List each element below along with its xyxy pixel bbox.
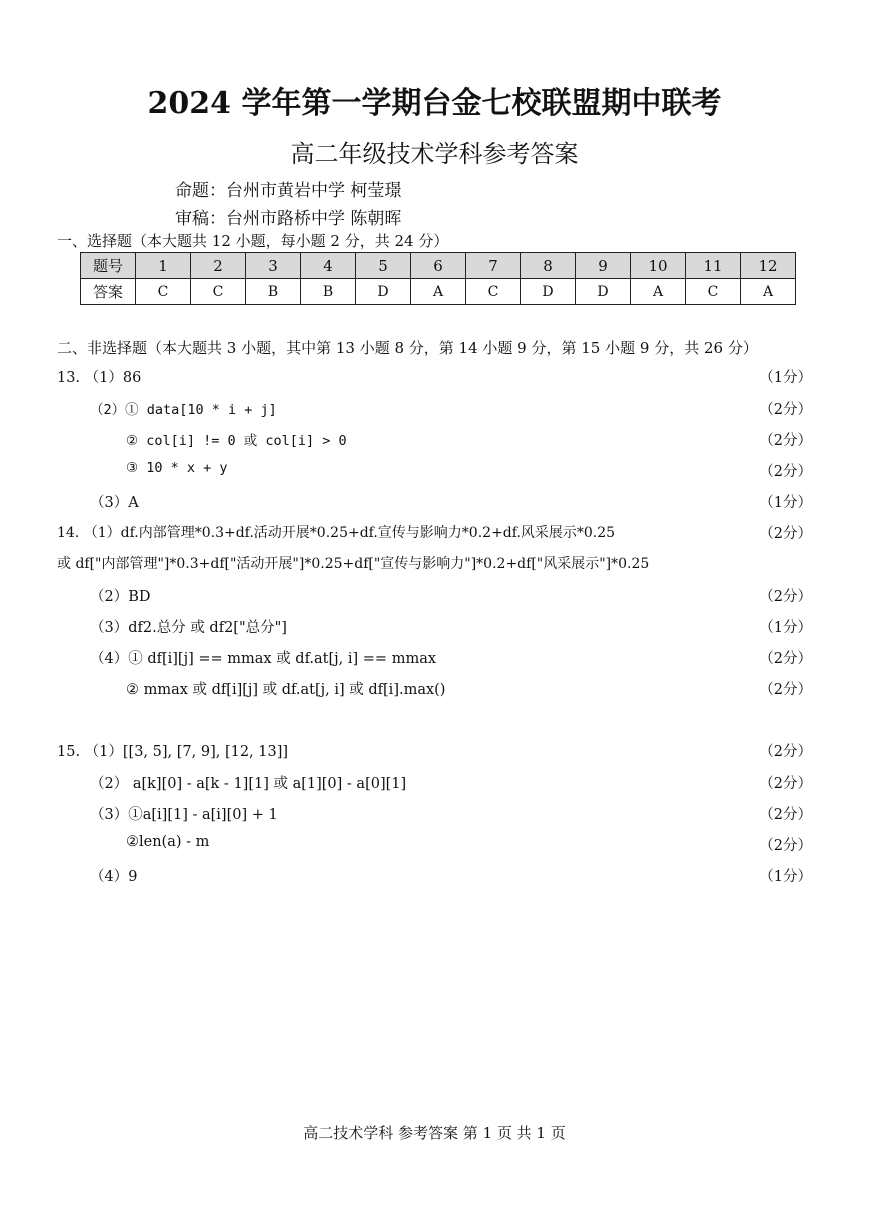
q15-part2-score: （2分）	[759, 776, 812, 792]
question-number-row	[81, 253, 796, 279]
answer-cell: B	[301, 279, 356, 305]
q14-part1-score: （2分）	[759, 526, 812, 542]
question-number-cell: 3	[246, 253, 301, 279]
q13-part2-1: （2）① data[10 * i + j]	[90, 402, 277, 418]
q15-part3-1-score: （2分）	[759, 807, 812, 823]
q14-part2: （2）BD	[90, 589, 151, 605]
answer-cell: C	[686, 279, 741, 305]
q14-part4-1: （4）① df[i][j] == mmax 或 df.at[j, i] == mmax	[90, 651, 437, 667]
q15-part3-2: ②len(a) - m	[126, 834, 210, 850]
answer-table	[80, 252, 796, 305]
q14-part4-2: ② mmax 或 df[i][j] 或 df.at[j, i] 或 df[i].max()	[126, 682, 446, 698]
q14-part1: 14. （1）df.内部管理*0.3+df.活动开展*0.25+df.宣传与影响力*0.2+df.风采展示*0.25	[57, 525, 616, 541]
q13-part2-3: ③ 10 * x + y	[126, 460, 228, 476]
question-number-cell: 12	[741, 253, 796, 279]
q13-part3-score: （1分）	[759, 495, 812, 511]
page-footer: 高二技术学科 参考答案 第 1 页 共 1 页	[303, 1124, 566, 1142]
question-number-cell: 9	[576, 253, 631, 279]
q13-part2-2: ② col[i] != 0 或 col[i] > 0	[126, 433, 347, 449]
answer-cell: C	[136, 279, 191, 305]
reviewer-line: 审稿：台州市路桥中学 陈朝晖	[175, 209, 402, 229]
question-number-cell: 8	[521, 253, 576, 279]
answer-cell: D	[576, 279, 631, 305]
q13-part1-score: （1分）	[759, 370, 812, 386]
q15-part4: （4）9	[90, 869, 138, 885]
q15-part1: 15. （1）[[3, 5], [7, 9], [12, 13]]	[57, 744, 289, 760]
answer-cell: C	[466, 279, 521, 305]
q15-part2: （2） a[k][0] - a[k - 1][1] 或 a[1][0] - a[0][1]	[90, 776, 407, 792]
answer-cell: A	[741, 279, 796, 305]
section1-heading: 一、选择题（本大题共 12 小题，每小题 2 分，共 24 分）	[57, 232, 449, 250]
q13-part2-3-score: （2分）	[759, 464, 812, 480]
answer-cell: A	[631, 279, 686, 305]
answer-cell: C	[191, 279, 246, 305]
section2-heading: 二、非选择题（本大题共 3 小题，其中第 13 小题 8 分，第 14 小题 9 分，第 15 小题 9 分，共 26 分）	[57, 339, 758, 357]
q14-part3-score: （1分）	[759, 620, 812, 636]
q14-part4-2-score: （2分）	[759, 682, 812, 698]
question-number-cell: 6	[411, 253, 466, 279]
question-number-cell: 2	[191, 253, 246, 279]
question-number-cell: 11	[686, 253, 741, 279]
question-number-cell: 10	[631, 253, 686, 279]
author-line: 命题：台州市黄岩中学 柯莹璟	[175, 181, 402, 201]
question-number-cell: 5	[356, 253, 411, 279]
answer-cell: D	[521, 279, 576, 305]
question-number-cell: 4	[301, 253, 356, 279]
answer-label: 答案	[81, 279, 136, 305]
q15-part1-score: （2分）	[759, 744, 812, 760]
q14-part1-alternative: 或 df["内部管理"]*0.3+df["活动开展"]*0.25+df["宣传与影响力"]*0.2+df["风采展示"]*0.25	[57, 556, 650, 572]
document-subtitle: 高二年级技术学科参考答案	[290, 140, 579, 168]
answer-cell: B	[246, 279, 301, 305]
q14-part2-score: （2分）	[759, 589, 812, 605]
q15-part3-1: （3）①a[i][1] - a[i][0] + 1	[90, 807, 278, 823]
q14-part4-1-score: （2分）	[759, 651, 812, 667]
question-number-label: 题号	[81, 253, 136, 279]
q13-part2-1-score: （2分）	[759, 402, 812, 418]
q13-part1: 13. （1）86	[57, 370, 142, 386]
answer-cell: A	[411, 279, 466, 305]
q14-part3: （3）df2.总分 或 df2["总分"]	[90, 620, 287, 636]
answer-cell: D	[356, 279, 411, 305]
q13-part3: （3）A	[90, 495, 139, 511]
q15-part4-score: （1分）	[759, 869, 812, 885]
q15-part3-2-score: （2分）	[759, 838, 812, 854]
q13-part2-2-score: （2分）	[759, 433, 812, 449]
question-number-cell: 7	[466, 253, 521, 279]
question-number-cell: 1	[136, 253, 191, 279]
document-title: 2024 学年第一学期台金七校联盟期中联考	[147, 86, 722, 121]
answer-row	[81, 279, 796, 305]
